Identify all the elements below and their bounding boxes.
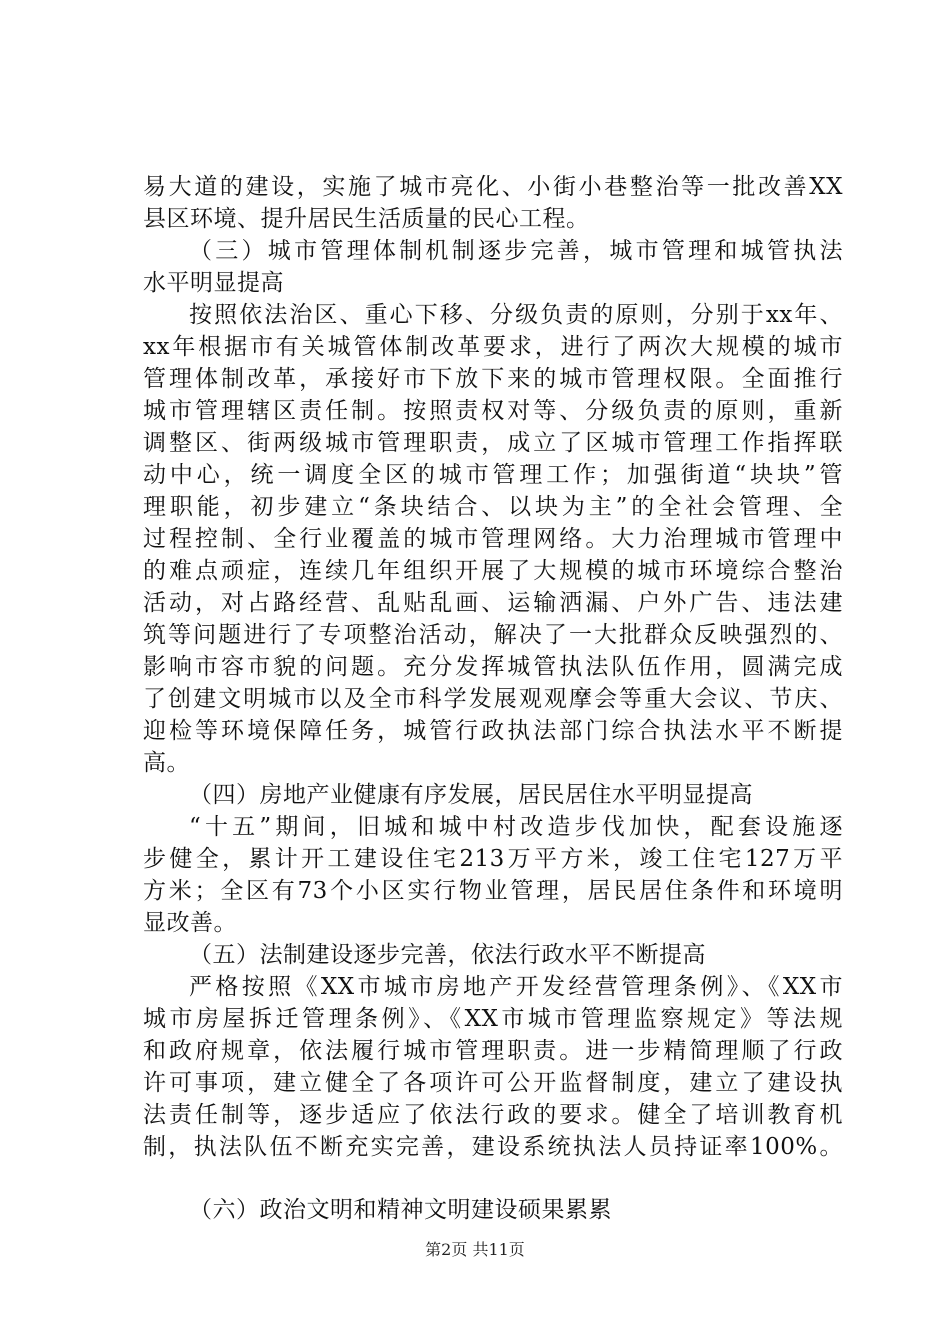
paragraph-line: 县区环境、提升居民生活质量的民心工程。 (143, 206, 590, 232)
section-heading-5: （五）法制建设逐步完善，依法行政水平不断提高 (189, 942, 706, 968)
paragraph-line: 动中心，统一调度全区的城市管理工作；加强街道“块块”管 (143, 462, 843, 488)
paragraph-line: 城市管理辖区责任制。按照责权对等、分级负责的原则，重新 (143, 398, 843, 424)
paragraph-line: 影响市容市貌的问题。充分发挥城管执法队伍作用，圆满完成 (143, 654, 843, 680)
paragraph-line: 理职能，初步建立“条块结合、以块为主”的全社会管理、全 (143, 494, 843, 520)
section-heading-4: （四）房地产业健康有序发展，居民居住水平明显提高 (189, 782, 753, 808)
paragraph-line: 严格按照《XX市城市房地产开发经营管理条例》、《XX市 (189, 974, 843, 1000)
paragraph-line: 活动，对占路经营、乱贴乱画、运输洒漏、户外广告、违法建 (143, 590, 843, 616)
page-footer: 第2页 共11页 (425, 1240, 525, 1259)
paragraph-line: “十五”期间，旧城和城中村改造步伐加快，配套设施逐 (189, 814, 843, 840)
paragraph-line: 管理体制改革，承接好市下放下来的城市管理权限。全面推行 (143, 366, 843, 392)
paragraph-line: 易大道的建设，实施了城市亮化、小街小巷整治等一批改善XX (143, 174, 843, 200)
paragraph-line: 许可事项，建立健全了各项许可公开监督制度，建立了建设执 (143, 1070, 843, 1096)
paragraph-line: 过程控制、全行业覆盖的城市管理网络。大力治理城市管理中 (143, 526, 843, 552)
section-heading-3: （三）城市管理体制机制逐步完善，城市管理和城管执法 (189, 238, 843, 264)
paragraph-line: 显改善。 (143, 910, 237, 936)
paragraph-line: 调整区、街两级城市管理职责，成立了区城市管理工作指挥联 (143, 430, 843, 456)
section-heading-3-cont: 水平明显提高 (143, 270, 284, 296)
paragraph-line: 法责任制等，逐步适应了依法行政的要求。健全了培训教育机 (143, 1102, 843, 1128)
paragraph-line: 和政府规章，依法履行城市管理职责。进一步精简理顺了行政 (143, 1038, 843, 1064)
paragraph-line: 的难点顽症，连续几年组织开展了大规模的城市环境综合整治 (143, 558, 843, 584)
paragraph-line: 了创建文明城市以及全市科学发展观观摩会等重大会议、节庆、 (143, 686, 843, 712)
paragraph-line: 城市房屋拆迁管理条例》、《XX市城市管理监察规定》等法规 (143, 1006, 843, 1032)
paragraph-line: 按照依法治区、重心下移、分级负责的原则，分别于xx年、 (189, 302, 843, 328)
paragraph-line: 迎检等环境保障任务，城管行政执法部门综合执法水平不断提 (143, 718, 843, 744)
paragraph-line: 制，执法队伍不断充实完善，建设系统执法人员持证率100%。 (143, 1134, 843, 1160)
paragraph-gap (143, 1163, 843, 1194)
section-heading-6: （六）政治文明和精神文明建设硕果累累 (189, 1197, 612, 1223)
paragraph-line: 方米；全区有73个小区实行物业管理，居民居住条件和环境明 (143, 878, 843, 904)
paragraph-line: 筑等问题进行了专项整治活动，解决了一大批群众反映强烈的、 (143, 622, 843, 648)
paragraph-line: 高。 (143, 750, 190, 776)
paragraph-line: 步健全，累计开工建设住宅213万平方米，竣工住宅127万平 (143, 846, 843, 872)
paragraph-line: xx年根据市有关城管体制改革要求，进行了两次大规模的城市 (143, 334, 843, 360)
document-body (143, 171, 843, 1226)
